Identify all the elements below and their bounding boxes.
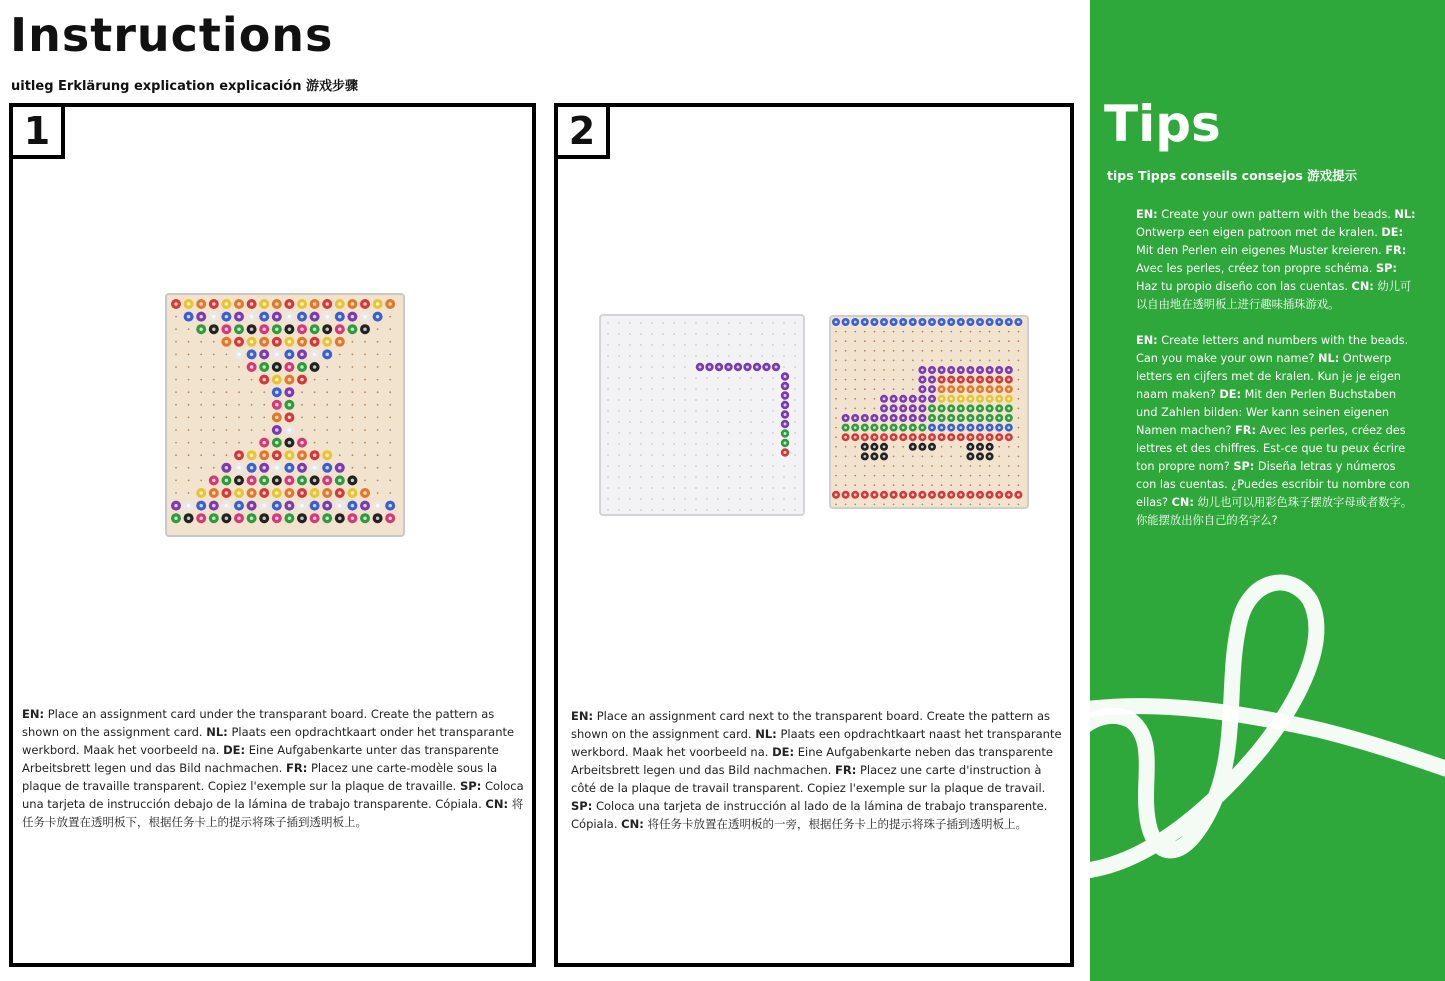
language-text: Place an assignment card under the transparant board. Create the pattern as shown on the assignment card. (22, 707, 495, 739)
language-code: CN: (1351, 280, 1374, 293)
language-text: 将任务卡放置在透明板下，根据任务卡上的提示将珠子插到透明板上。 (22, 797, 524, 829)
language-text: Placez une carte-modèle sous la plaque de travaille transparent. Copiez l'exemple sur la plaque de travaille. (22, 761, 498, 793)
language-code: NL: (206, 725, 228, 739)
language-text: Coloca una tarjeta de instrucción debajo de la lámina de trabajo transparente. Cópiala. (22, 779, 524, 811)
train-bead-board-image (828, 314, 1030, 510)
language-text: Place an assignment card next to the transparent board. Create the pattern as shown on the assignment card. (571, 709, 1051, 741)
language-text: 幼儿也可以用彩色珠子摆放字母或者数字。你能摆放出你自己的名字么? (1136, 496, 1413, 527)
hourglass-bead-board-image (164, 292, 406, 538)
tip-1 (1136, 206, 1416, 314)
language-code: FR: (1235, 424, 1257, 437)
language-code: SP: (1376, 262, 1397, 275)
language-code: EN: (571, 709, 594, 723)
step-number-1: 1 (9, 103, 65, 159)
language-text: Create your own pattern with the beads. (1157, 208, 1395, 221)
language-text: 幼儿可以自由地在透明板上进行趣味插珠游戏。 (1136, 280, 1412, 311)
language-text: Diseña letras y números con las cuentas. ¿Puedes escribir tu nombre con ellas? (1136, 460, 1410, 509)
language-code: EN: (1136, 208, 1158, 221)
language-text: Eine Aufgabenkarte unter das transparente Arbeitsbrett legen und das Bild nachmachen. (22, 743, 499, 775)
language-text: Coloca una tarjeta de instrucción al lado de la lámina de trabajo transparente. Cópiala. (571, 799, 1048, 831)
page-subtitle: uitleg Erklärung explication explicación 游戏步骤 (11, 79, 359, 94)
language-text: Plaats een opdrachtkaart naast het transparante werkbord. Maak het voorbeeld na. (571, 727, 1062, 759)
language-code: CN: (621, 817, 644, 831)
transparent-board-image (596, 311, 806, 517)
language-code: DE: (1381, 226, 1404, 239)
language-code: NL: (1318, 352, 1340, 365)
language-code: SP: (571, 799, 593, 813)
language-text: Avec les perles, créez ton propre schéma. (1136, 262, 1377, 275)
language-text: Mit den Perlen ein eigenes Muster kreieren. (1136, 244, 1386, 257)
tips-panel (1090, 0, 1445, 981)
language-code: EN: (22, 707, 45, 721)
language-code: SP: (460, 779, 482, 793)
language-code: FR: (835, 763, 857, 777)
language-code: DE: (1219, 388, 1241, 401)
language-code: DE: (772, 745, 795, 759)
language-text: Avec les perles, créez des lettres et des chiffres. Est-ce que tu peux écrire ton propre nom? (1136, 424, 1406, 473)
language-code: EN: (1136, 334, 1158, 347)
language-text: Placez une carte d'instruction à côté de la plaque de travail transparent. Copiez l'exemple sur la plaque de travail. (571, 763, 1046, 795)
tips-subtitle: tips Tipps conseils consejos 游戏提示 (1107, 168, 1358, 183)
language-text: Create letters and numbers with the beads. Can you make your own name? (1136, 334, 1409, 365)
language-text: 将任务卡放置在透明板的一旁，根据任务卡上的提示将珠子插到透明板上。 (643, 817, 1027, 831)
language-code: SP: (1233, 460, 1255, 473)
language-code: CN: (1171, 496, 1194, 509)
language-code: DE: (223, 743, 246, 757)
language-text: Ontwerp een eigen patroon met de kralen. (1136, 226, 1382, 239)
instruction-card-1 (9, 103, 536, 967)
step-number-2: 2 (554, 103, 610, 159)
language-text: Mit den Perlen Buchstaben und Zahlen bilden: Wer kann seinen eigenen Namen machen? (1136, 388, 1397, 437)
language-text: Ontwerp letters en cijfers met de kralen. Kun je je eigen naam maken? (1136, 352, 1401, 401)
language-code: NL: (755, 727, 777, 741)
instruction-card-2 (554, 103, 1074, 967)
swirl-decoration (1090, 560, 1445, 981)
language-text: Plaats een opdrachtkaart onder het transparante werkbord. Maak het voorbeeld na. (22, 725, 515, 757)
step-2-description (571, 707, 1067, 833)
tip-2 (1136, 332, 1416, 530)
language-code: FR: (1385, 244, 1407, 257)
language-code: CN: (485, 797, 509, 811)
step-1-description (22, 705, 528, 831)
language-code: NL: (1394, 208, 1416, 221)
language-code: FR: (286, 761, 308, 775)
tips-title: Tips (1104, 95, 1221, 153)
page-title: Instructions (10, 8, 334, 62)
language-text: Eine Aufgabenkarte neben das transparente Arbeitsbrett legen und das Bild nachmachen. (571, 745, 1053, 777)
language-text: Haz tu propio diseño con las cuentas. (1136, 280, 1352, 293)
